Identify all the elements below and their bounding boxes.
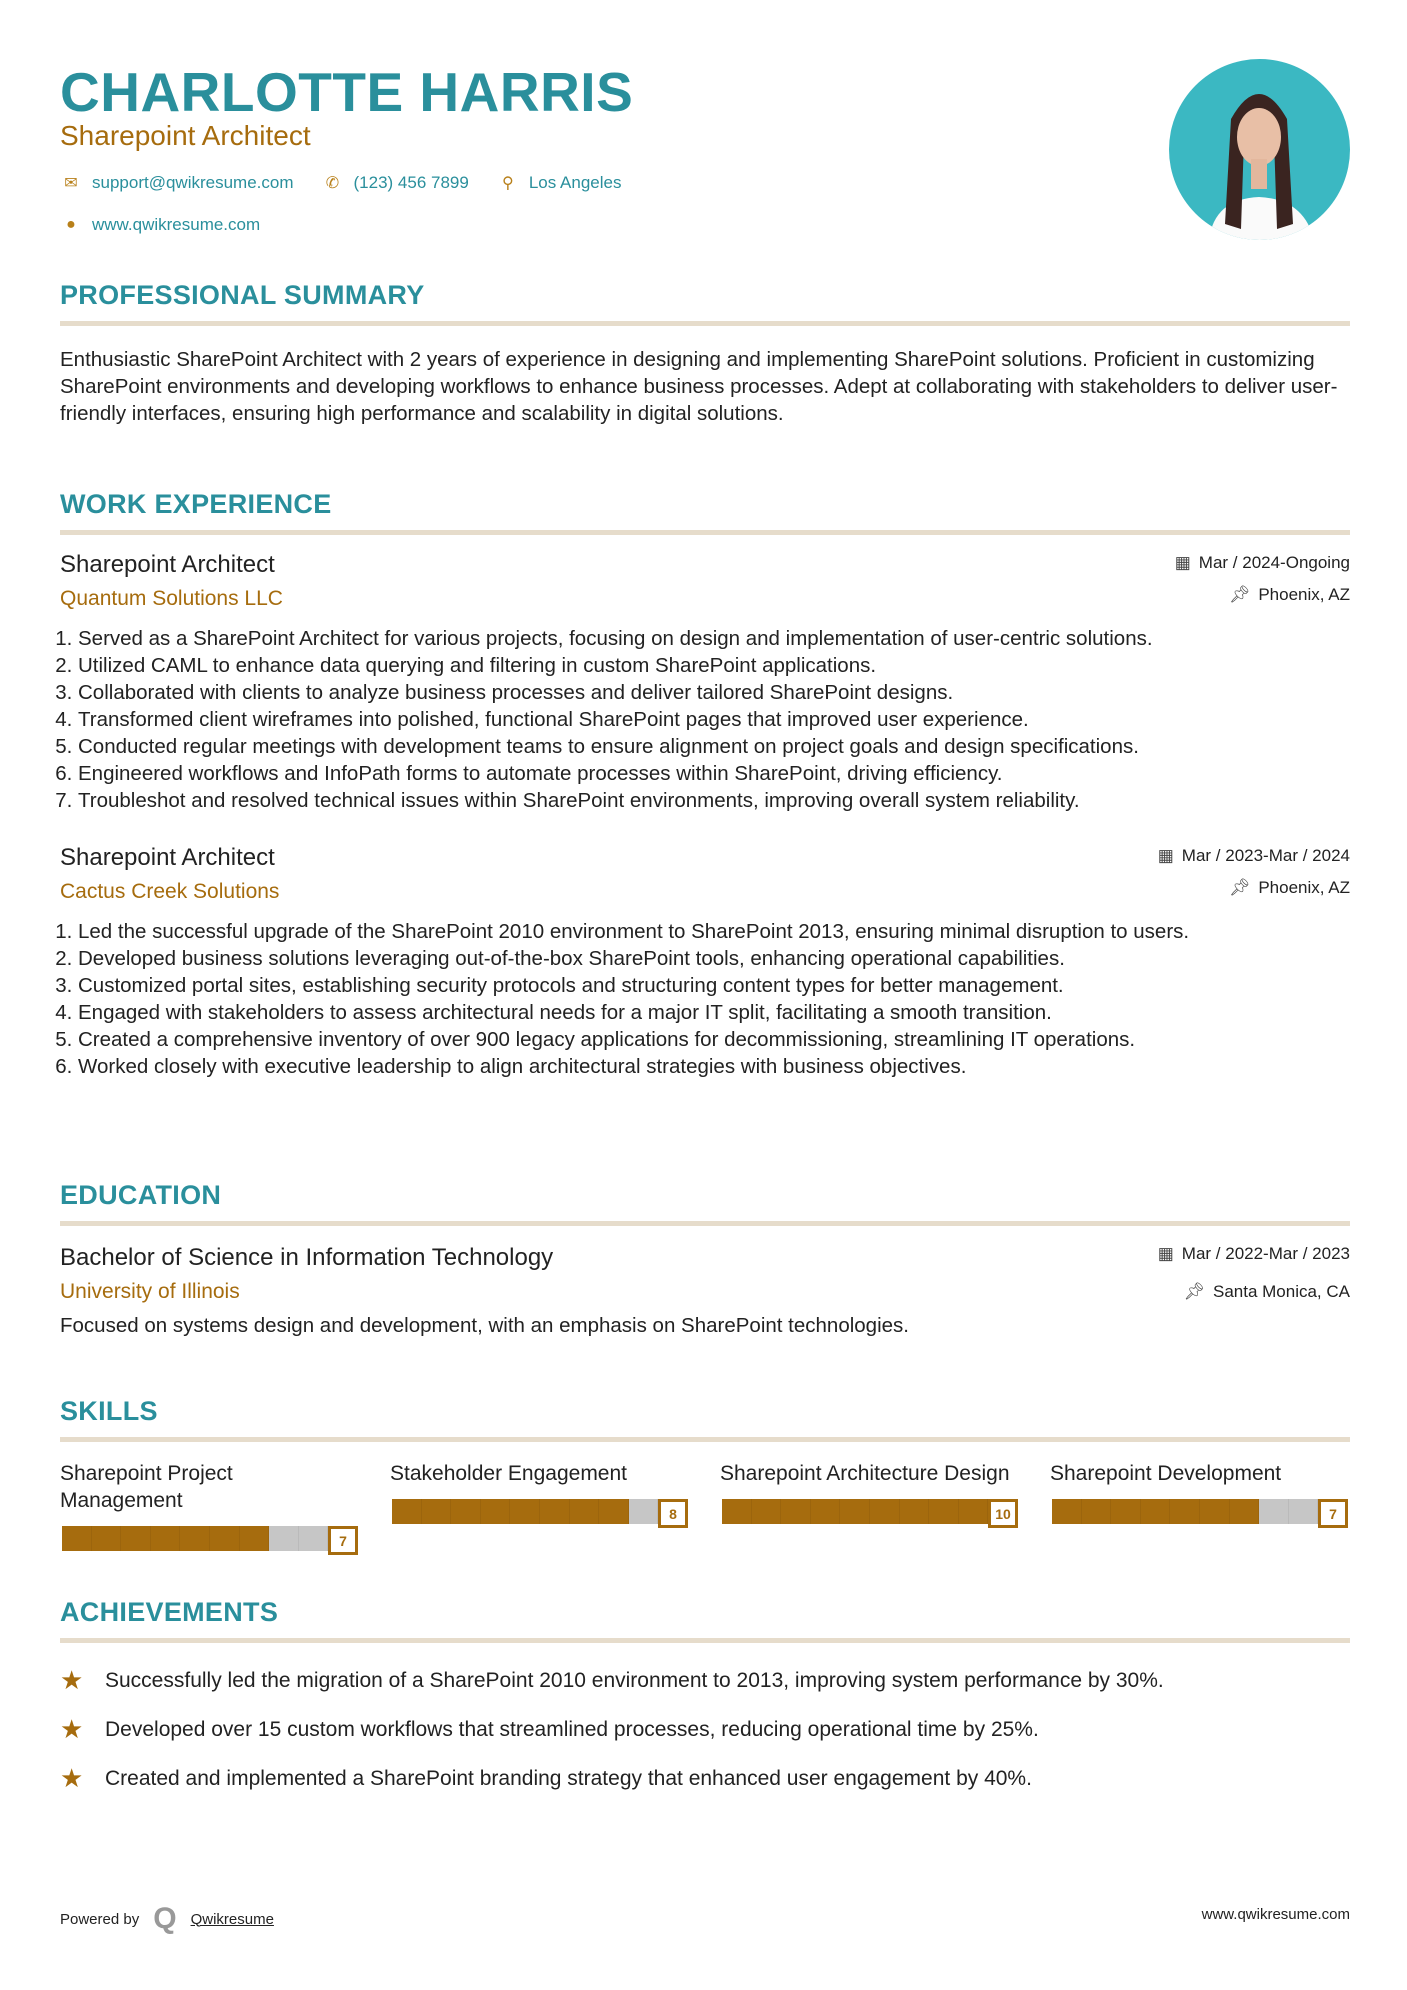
skill-bar-segment xyxy=(1259,1499,1289,1524)
list-item: 2. Developed business solutions leveraging out-of-the-box SharePoint tools, enhancing operational capabilities. xyxy=(78,945,1350,972)
list-item: 6. Worked closely with executive leadership to align architectural strategies with business objectives. xyxy=(78,1053,1350,1080)
school-name: University of Illinois xyxy=(60,1280,240,1303)
company-name: Quantum Solutions LLC xyxy=(60,587,283,610)
phone-icon: ✆ xyxy=(325,175,340,192)
list-item: 3. Customized portal sites, establishing security protocols and structuring content types for better management. xyxy=(78,972,1350,999)
skill-bar-segment xyxy=(722,1499,752,1524)
list-item: 4. Engaged with stakeholders to assess architectural needs for a major IT split, facilitating a smooth transition. xyxy=(78,999,1350,1026)
calendar-icon: ▦ xyxy=(1157,846,1174,865)
skill-bar-segment xyxy=(599,1499,629,1524)
pushpin-icon: 📌︎ xyxy=(1228,878,1251,897)
skill-bar-segment xyxy=(1052,1499,1082,1524)
education-location: Santa Monica, CA xyxy=(1212,1282,1350,1301)
powered-by-label: Powered by xyxy=(60,1910,140,1928)
skill-bar-segment xyxy=(752,1499,782,1524)
list-item: 1. Served as a SharePoint Architect for various projects, focusing on design and implementation of user-centric solutions. xyxy=(78,625,1350,652)
envelope-icon: ✉ xyxy=(64,175,78,192)
skill-bar-segment xyxy=(1230,1499,1260,1524)
job-entry xyxy=(60,551,1350,814)
skill-bar-segment xyxy=(540,1499,570,1524)
phone-text: (123) 456 7899 xyxy=(353,173,469,192)
education-dates: Mar / 2022-Mar / 2023 xyxy=(1181,1244,1350,1263)
section-divider xyxy=(60,1437,1350,1442)
skill-bar-segment xyxy=(1289,1499,1319,1524)
list-item: 3. Collaborated with clients to analyze business processes and deliver tailored SharePoint designs. xyxy=(78,679,1350,706)
skill-item xyxy=(390,1460,690,1553)
achievement-item xyxy=(60,1665,1350,1696)
skill-bar-segment xyxy=(510,1499,540,1524)
list-item: 5. Conducted regular meetings with development teams to ensure alignment on project goals and design specifications. xyxy=(78,733,1350,760)
job-dates: Mar / 2024-Ongoing xyxy=(1198,553,1350,572)
skill-bar-segment xyxy=(451,1499,481,1524)
skill-bar-segment xyxy=(959,1499,989,1524)
map-pin-icon: ⚲ xyxy=(501,175,514,192)
experience-section xyxy=(60,489,1350,1080)
skill-name: Stakeholder Engagement xyxy=(390,1462,627,1485)
section-heading: PROFESSIONAL SUMMARY xyxy=(60,280,425,310)
skill-bar-segment xyxy=(870,1499,900,1524)
skill-score: 7 xyxy=(1318,1499,1348,1528)
skill-bar-segment xyxy=(481,1499,511,1524)
list-item: 4. Transformed client wireframes into polished, functional SharePoint pages that improved user experience. xyxy=(78,706,1350,733)
section-divider xyxy=(60,530,1350,535)
education-description: Focused on systems design and development, with an emphasis on SharePoint technologies. xyxy=(60,1314,909,1337)
footer-left xyxy=(60,1902,274,1936)
job-title: Sharepoint Architect xyxy=(60,844,275,871)
job-bullets xyxy=(60,918,1350,1080)
skill-name: Sharepoint Architecture Design xyxy=(720,1462,1010,1485)
skill-bar-segment xyxy=(240,1526,270,1551)
skill-bar-segment xyxy=(1111,1499,1141,1524)
summary-text: Enthusiastic SharePoint Architect with 2 years of experience in designing and implementing SharePoint solutions. Proficient in customizing SharePoint environments and developing workflows to enhance business processes. Adept at collaborating with stakeholders to deliver user-friendly interfaces, ensuring high performance and scalability in digital solutions. xyxy=(60,348,1338,425)
section-heading: SKILLS xyxy=(60,1396,158,1426)
skill-bar-segment xyxy=(840,1499,870,1524)
section-divider xyxy=(60,1221,1350,1226)
contact-row xyxy=(60,173,639,193)
list-item: 7. Troubleshot and resolved technical issues within SharePoint environments, improving overall system reliability. xyxy=(78,787,1350,814)
skill-bar-segment xyxy=(92,1526,122,1551)
job-location: Phoenix, AZ xyxy=(1258,878,1350,897)
job-entry xyxy=(60,844,1350,1080)
skill-bar-segment xyxy=(121,1526,151,1551)
skill-bar-segment xyxy=(570,1499,600,1524)
skill-bar-segment xyxy=(811,1499,841,1524)
skill-bar-segment xyxy=(151,1526,181,1551)
skill-bar-segment xyxy=(629,1499,659,1524)
qwikresume-logo-icon: Q xyxy=(153,1902,177,1935)
skill-bar-segment xyxy=(180,1526,210,1551)
star-award-icon: ★ xyxy=(60,1665,84,1695)
section-divider xyxy=(60,321,1350,326)
skill-bar-segment xyxy=(422,1499,452,1524)
section-heading: EDUCATION xyxy=(60,1180,222,1210)
calendar-icon: ▦ xyxy=(1174,553,1191,572)
section-heading: WORK EXPERIENCE xyxy=(60,489,332,519)
summary-section xyxy=(60,280,1350,427)
achievement-text: Created and implemented a SharePoint branding strategy that enhanced user engagement by 40%. xyxy=(105,1766,1032,1790)
website-row xyxy=(60,215,278,235)
email-link[interactable]: support@qwikresume.com xyxy=(92,173,294,192)
skill-bar-segment xyxy=(62,1526,92,1551)
skill-item xyxy=(60,1460,360,1553)
star-award-icon: ★ xyxy=(60,1763,84,1793)
degree-title: Bachelor of Science in Information Technology xyxy=(60,1244,554,1271)
skill-item xyxy=(720,1460,1020,1553)
section-heading: ACHIEVEMENTS xyxy=(60,1597,279,1627)
skill-level-bar xyxy=(720,1497,1020,1526)
job-location: Phoenix, AZ xyxy=(1258,585,1350,604)
list-item: 5. Created a comprehensive inventory of over 900 legacy applications for decommissioning, streamlining IT operations. xyxy=(78,1026,1350,1053)
skill-name: Sharepoint Project Management xyxy=(60,1462,233,1512)
skill-bar-segment xyxy=(900,1499,930,1524)
list-item: 2. Utilized CAML to enhance data querying and filtering in custom SharePoint applications. xyxy=(78,652,1350,679)
skill-level-bar xyxy=(1050,1497,1350,1526)
skill-bar-segment xyxy=(210,1526,240,1551)
achievement-item xyxy=(60,1714,1350,1745)
qwikresume-link[interactable]: Qwikresume xyxy=(190,1910,274,1928)
skill-bar-segment xyxy=(929,1499,959,1524)
pushpin-icon: 📌︎ xyxy=(1228,585,1251,604)
globe-icon: ● xyxy=(66,216,76,233)
list-item: 6. Engineered workflows and InfoPath forms to automate processes within SharePoint, driving efficiency. xyxy=(78,760,1350,787)
skill-name: Sharepoint Development xyxy=(1050,1462,1282,1485)
website-link[interactable]: www.qwikresume.com xyxy=(92,215,261,234)
calendar-icon: ▦ xyxy=(1157,1244,1174,1263)
profile-photo xyxy=(1169,59,1350,240)
skill-bar-segment xyxy=(269,1526,299,1551)
skill-item xyxy=(1050,1460,1350,1553)
skill-bar-segment xyxy=(781,1499,811,1524)
footer-website[interactable]: www.qwikresume.com xyxy=(1201,1906,1350,1923)
candidate-title: Sharepoint Architect xyxy=(60,120,311,151)
star-award-icon: ★ xyxy=(60,1714,84,1744)
achievement-text: Developed over 15 custom workflows that streamlined processes, reducing operational time by 25%. xyxy=(105,1717,1039,1741)
achievements-section xyxy=(60,1597,1350,1794)
skill-level-bar xyxy=(390,1497,690,1526)
skill-bar-segment xyxy=(392,1499,422,1524)
achievement-text: Successfully led the migration of a SharePoint 2010 environment to 2013, improving system performance by 30%. xyxy=(105,1668,1164,1692)
skill-level-bar xyxy=(60,1524,360,1553)
skill-bar-segment xyxy=(1200,1499,1230,1524)
skill-bar-segment xyxy=(1170,1499,1200,1524)
education-entry xyxy=(60,1244,1350,1339)
skill-score: 10 xyxy=(988,1499,1018,1528)
skill-bar-segment xyxy=(1082,1499,1112,1524)
skill-score: 7 xyxy=(328,1526,358,1555)
job-bullets xyxy=(60,625,1350,814)
education-section xyxy=(60,1180,1350,1339)
skills-section xyxy=(60,1396,1350,1553)
list-item: 1. Led the successful upgrade of the SharePoint 2010 environment to SharePoint 2013, ensuring minimal disruption to users. xyxy=(78,918,1350,945)
section-divider xyxy=(60,1638,1350,1643)
candidate-name: CHARLOTTE HARRIS xyxy=(60,61,634,123)
skills-grid xyxy=(60,1460,1350,1553)
pushpin-icon: 📌︎ xyxy=(1183,1282,1205,1301)
skill-score: 8 xyxy=(658,1499,688,1528)
location-text: Los Angeles xyxy=(528,173,622,192)
job-dates: Mar / 2023-Mar / 2024 xyxy=(1181,846,1350,865)
skill-bar-segment xyxy=(299,1526,329,1551)
achievement-item xyxy=(60,1763,1350,1794)
job-title: Sharepoint Architect xyxy=(60,551,275,578)
skill-bar-segment xyxy=(1141,1499,1171,1524)
company-name: Cactus Creek Solutions xyxy=(60,880,280,903)
